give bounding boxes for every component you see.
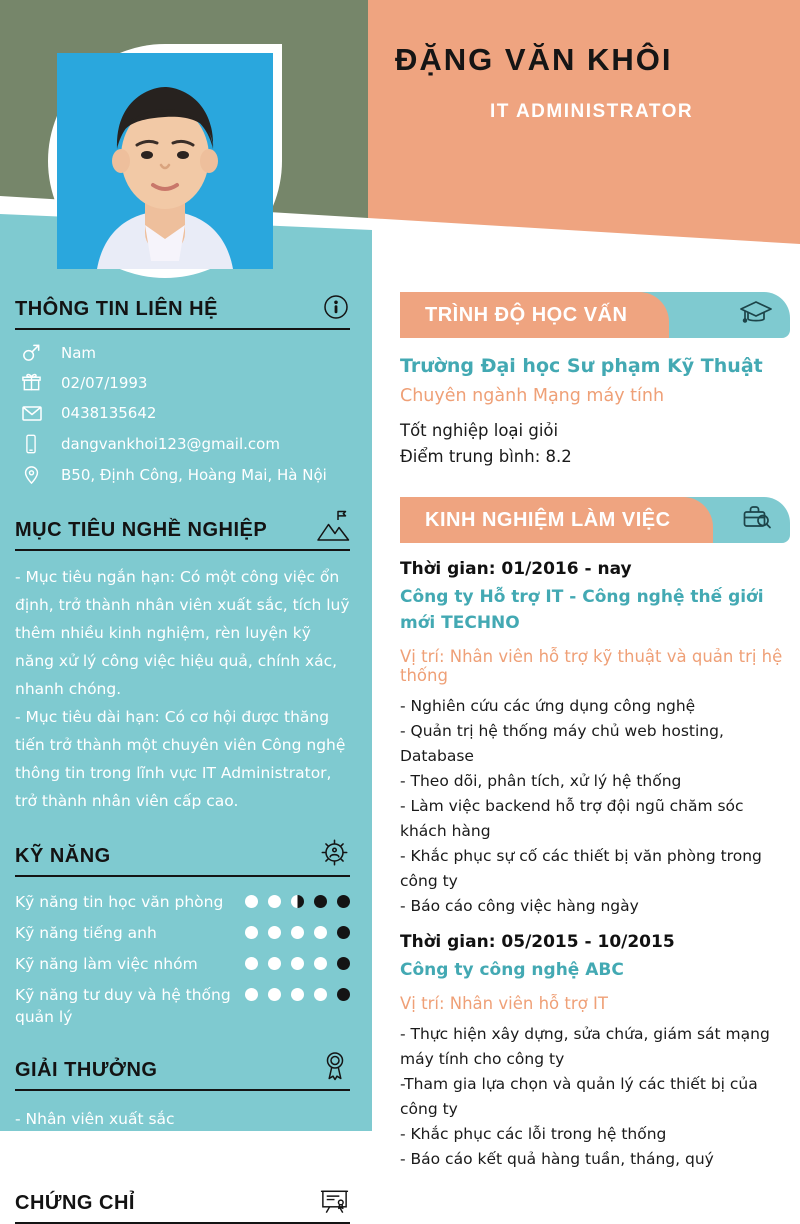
job-bullet: - Quản trị hệ thống máy chủ web hosting, Database — [400, 722, 724, 765]
skill-label: Kỹ năng làm việc nhóm — [15, 955, 198, 973]
education-gpa: Điểm trung bình: 8.2 — [400, 447, 572, 466]
contact-row-birthday — [15, 372, 350, 393]
skill-dot — [268, 957, 281, 970]
job-time: Thời gian: 01/2016 - nay — [400, 559, 632, 579]
job-bullets — [400, 694, 790, 919]
skill-row — [15, 984, 350, 1028]
skill-dot — [291, 895, 304, 908]
job-bullet: - Báo cáo công việc hàng ngày — [400, 897, 639, 915]
medal-icon — [320, 1050, 350, 1082]
person-name: ĐẶNG VĂN KHÔI — [395, 42, 673, 77]
skill-dot — [291, 988, 304, 1001]
contact-heading-label: THÔNG TIN LIÊN HỆ — [15, 298, 218, 320]
briefcase-search-icon — [741, 503, 774, 537]
objective-text — [15, 563, 350, 815]
awards-section-heading — [15, 1050, 350, 1091]
education-grade: Tốt nghiệp loại giỏi — [400, 421, 559, 440]
email-value: dangvankhoi123@gmail.com — [61, 435, 280, 453]
skill-dot — [245, 926, 258, 939]
job-bullet: - Làm việc backend hỗ trợ đội ngũ chăm sóc khách hàng — [400, 797, 744, 840]
contact-row-gender — [15, 342, 350, 363]
skill-row — [15, 953, 350, 975]
education-heading-label: TRÌNH ĐỘ HỌC VẤN — [425, 303, 628, 326]
skill-dot — [268, 895, 281, 908]
objective-long-term: - Mục tiêu dài hạn: Có cơ hội được thăng tiến trở thành một chuyên viên Công nghệ thông tin trong lĩnh vực IT Administrator, trở thành nhân viên cấp cao. — [15, 708, 346, 810]
job-bullet: - Khắc phục sự cố các thiết bị văn phòng trong công ty — [400, 847, 762, 890]
education-school: Trường Đại học Sư phạm Kỹ Thuật — [400, 355, 763, 377]
job-bullet: - Khắc phục các lỗi trong hệ thống — [400, 1125, 667, 1143]
experience-heading-label: KINH NGHIỆM LÀM VIỆC — [425, 508, 671, 531]
graduation-cap-icon — [738, 298, 774, 332]
skill-row — [15, 891, 350, 913]
skill-dot — [268, 926, 281, 939]
phone-value: 0438135642 — [61, 404, 157, 422]
job-position: Vị trí: Nhân viên hỗ trợ kỹ thuật và quản trị hệ thống — [400, 647, 783, 685]
skills-list — [15, 891, 350, 1028]
skill-dot — [337, 895, 350, 908]
skill-dot — [291, 926, 304, 939]
certificate-icon — [319, 1187, 350, 1215]
contact-row-phone — [15, 402, 350, 424]
job-position: Vị trí: Nhân viên hỗ trợ IT — [400, 994, 608, 1013]
mail-icon — [21, 402, 45, 424]
job-bullet: - Theo dõi, phân tích, xử lý hệ thống — [400, 772, 682, 790]
skill-dot — [314, 895, 327, 908]
job-time: Thời gian: 05/2015 - 10/2015 — [400, 932, 675, 952]
objective-section — [15, 510, 350, 815]
job-bullets — [400, 1022, 790, 1172]
address-value: B50, Định Công, Hoàng Mai, Hà Nội — [61, 466, 327, 484]
skill-dot — [245, 988, 258, 1001]
gender-value: Nam — [61, 343, 97, 362]
skill-rating-dots — [235, 891, 350, 908]
education-header-pill — [400, 292, 669, 338]
profile-photo-frame — [48, 44, 282, 278]
goal-flag-icon — [316, 510, 350, 542]
objective-short-term: - Mục tiêu ngắn hạn: Có một công việc ổn định, trở thành nhân viên xuất sắc, tích luỹ thêm nhiều kinh nghiệm, rèn luyện kỹ năng xử lý công việc hiệu quả, chính xác, nhanh chóng. — [15, 568, 350, 698]
contact-list — [15, 342, 350, 486]
skill-label: Kỹ năng tin học văn phòng — [15, 893, 224, 911]
skill-label: Kỹ năng tư duy và hệ thống quản lý — [15, 986, 231, 1026]
main-column — [400, 292, 790, 1172]
skill-dot — [337, 957, 350, 970]
portrait-illustration — [57, 53, 273, 269]
gear-icon — [319, 837, 350, 868]
job-bullet: - Thực hiện xây dựng, sửa chứa, giám sát mạng máy tính cho công ty — [400, 1025, 770, 1068]
location-pin-icon — [21, 464, 45, 486]
profile-photo — [57, 53, 273, 269]
person-job-title: IT ADMINISTRATOR — [490, 101, 694, 122]
skill-dot — [314, 988, 327, 1001]
job-company: Công ty công nghệ ABC — [400, 960, 624, 980]
skills-heading-label: KỸ NĂNG — [15, 845, 111, 867]
awards-section — [15, 1050, 350, 1161]
skills-section — [15, 837, 350, 1028]
awards-heading-label: GIẢI THƯỞNG — [15, 1059, 158, 1081]
skills-section-heading — [15, 837, 350, 877]
skill-rating-dots — [235, 922, 350, 939]
contact-row-address — [15, 464, 350, 486]
job-bullet: - Nghiên cứu các ứng dụng công nghệ — [400, 697, 696, 715]
job-bullet: - Báo cáo kết quả hàng tuần, tháng, quý — [400, 1150, 714, 1168]
skill-dot — [268, 988, 281, 1001]
skill-dot — [245, 957, 258, 970]
skill-rating-dots — [235, 984, 350, 1001]
birthday-gift-icon — [21, 372, 45, 393]
certificates-section — [15, 1187, 350, 1224]
salmon-header-block — [368, 0, 800, 248]
contact-row-email — [15, 433, 350, 455]
male-icon — [21, 342, 45, 363]
smartphone-icon — [21, 433, 45, 455]
info-person-icon — [322, 293, 350, 321]
skill-dot — [337, 926, 350, 939]
skill-dot — [314, 957, 327, 970]
certificates-heading-label: CHỨNG CHỈ — [15, 1192, 135, 1214]
education-major: Chuyên ngành Mạng máy tính — [400, 386, 665, 406]
education-section-header — [400, 292, 790, 338]
birthday-value: 02/07/1993 — [61, 373, 148, 392]
contact-section-heading — [15, 293, 350, 330]
job-bullet: -Tham gia lựa chọn và quản lý các thiết bị của công ty — [400, 1075, 758, 1118]
skill-dot — [337, 988, 350, 1001]
skill-dot — [245, 895, 258, 908]
skill-dot — [291, 957, 304, 970]
experience-section-header — [400, 497, 790, 543]
skill-label: Kỹ năng tiếng anh — [15, 924, 157, 942]
job-company: Công ty Hỗ trợ IT - Công nghệ thế giới mới TECHNO — [400, 587, 764, 633]
skill-dot — [314, 926, 327, 939]
skill-rating-dots — [235, 953, 350, 970]
skill-row — [15, 922, 350, 944]
awards-list — [15, 1105, 350, 1161]
award-item: - Nhân viên xuất sắc — [15, 1110, 175, 1128]
experience-header-pill — [400, 497, 713, 543]
sidebar — [0, 293, 372, 1224]
certificates-section-heading — [15, 1187, 350, 1224]
objective-heading-label: MỤC TIÊU NGHỀ NGHIỆP — [15, 519, 268, 541]
objective-section-heading — [15, 510, 350, 551]
award-item: - Giải nhất tin học văn phòng — [15, 1138, 241, 1156]
